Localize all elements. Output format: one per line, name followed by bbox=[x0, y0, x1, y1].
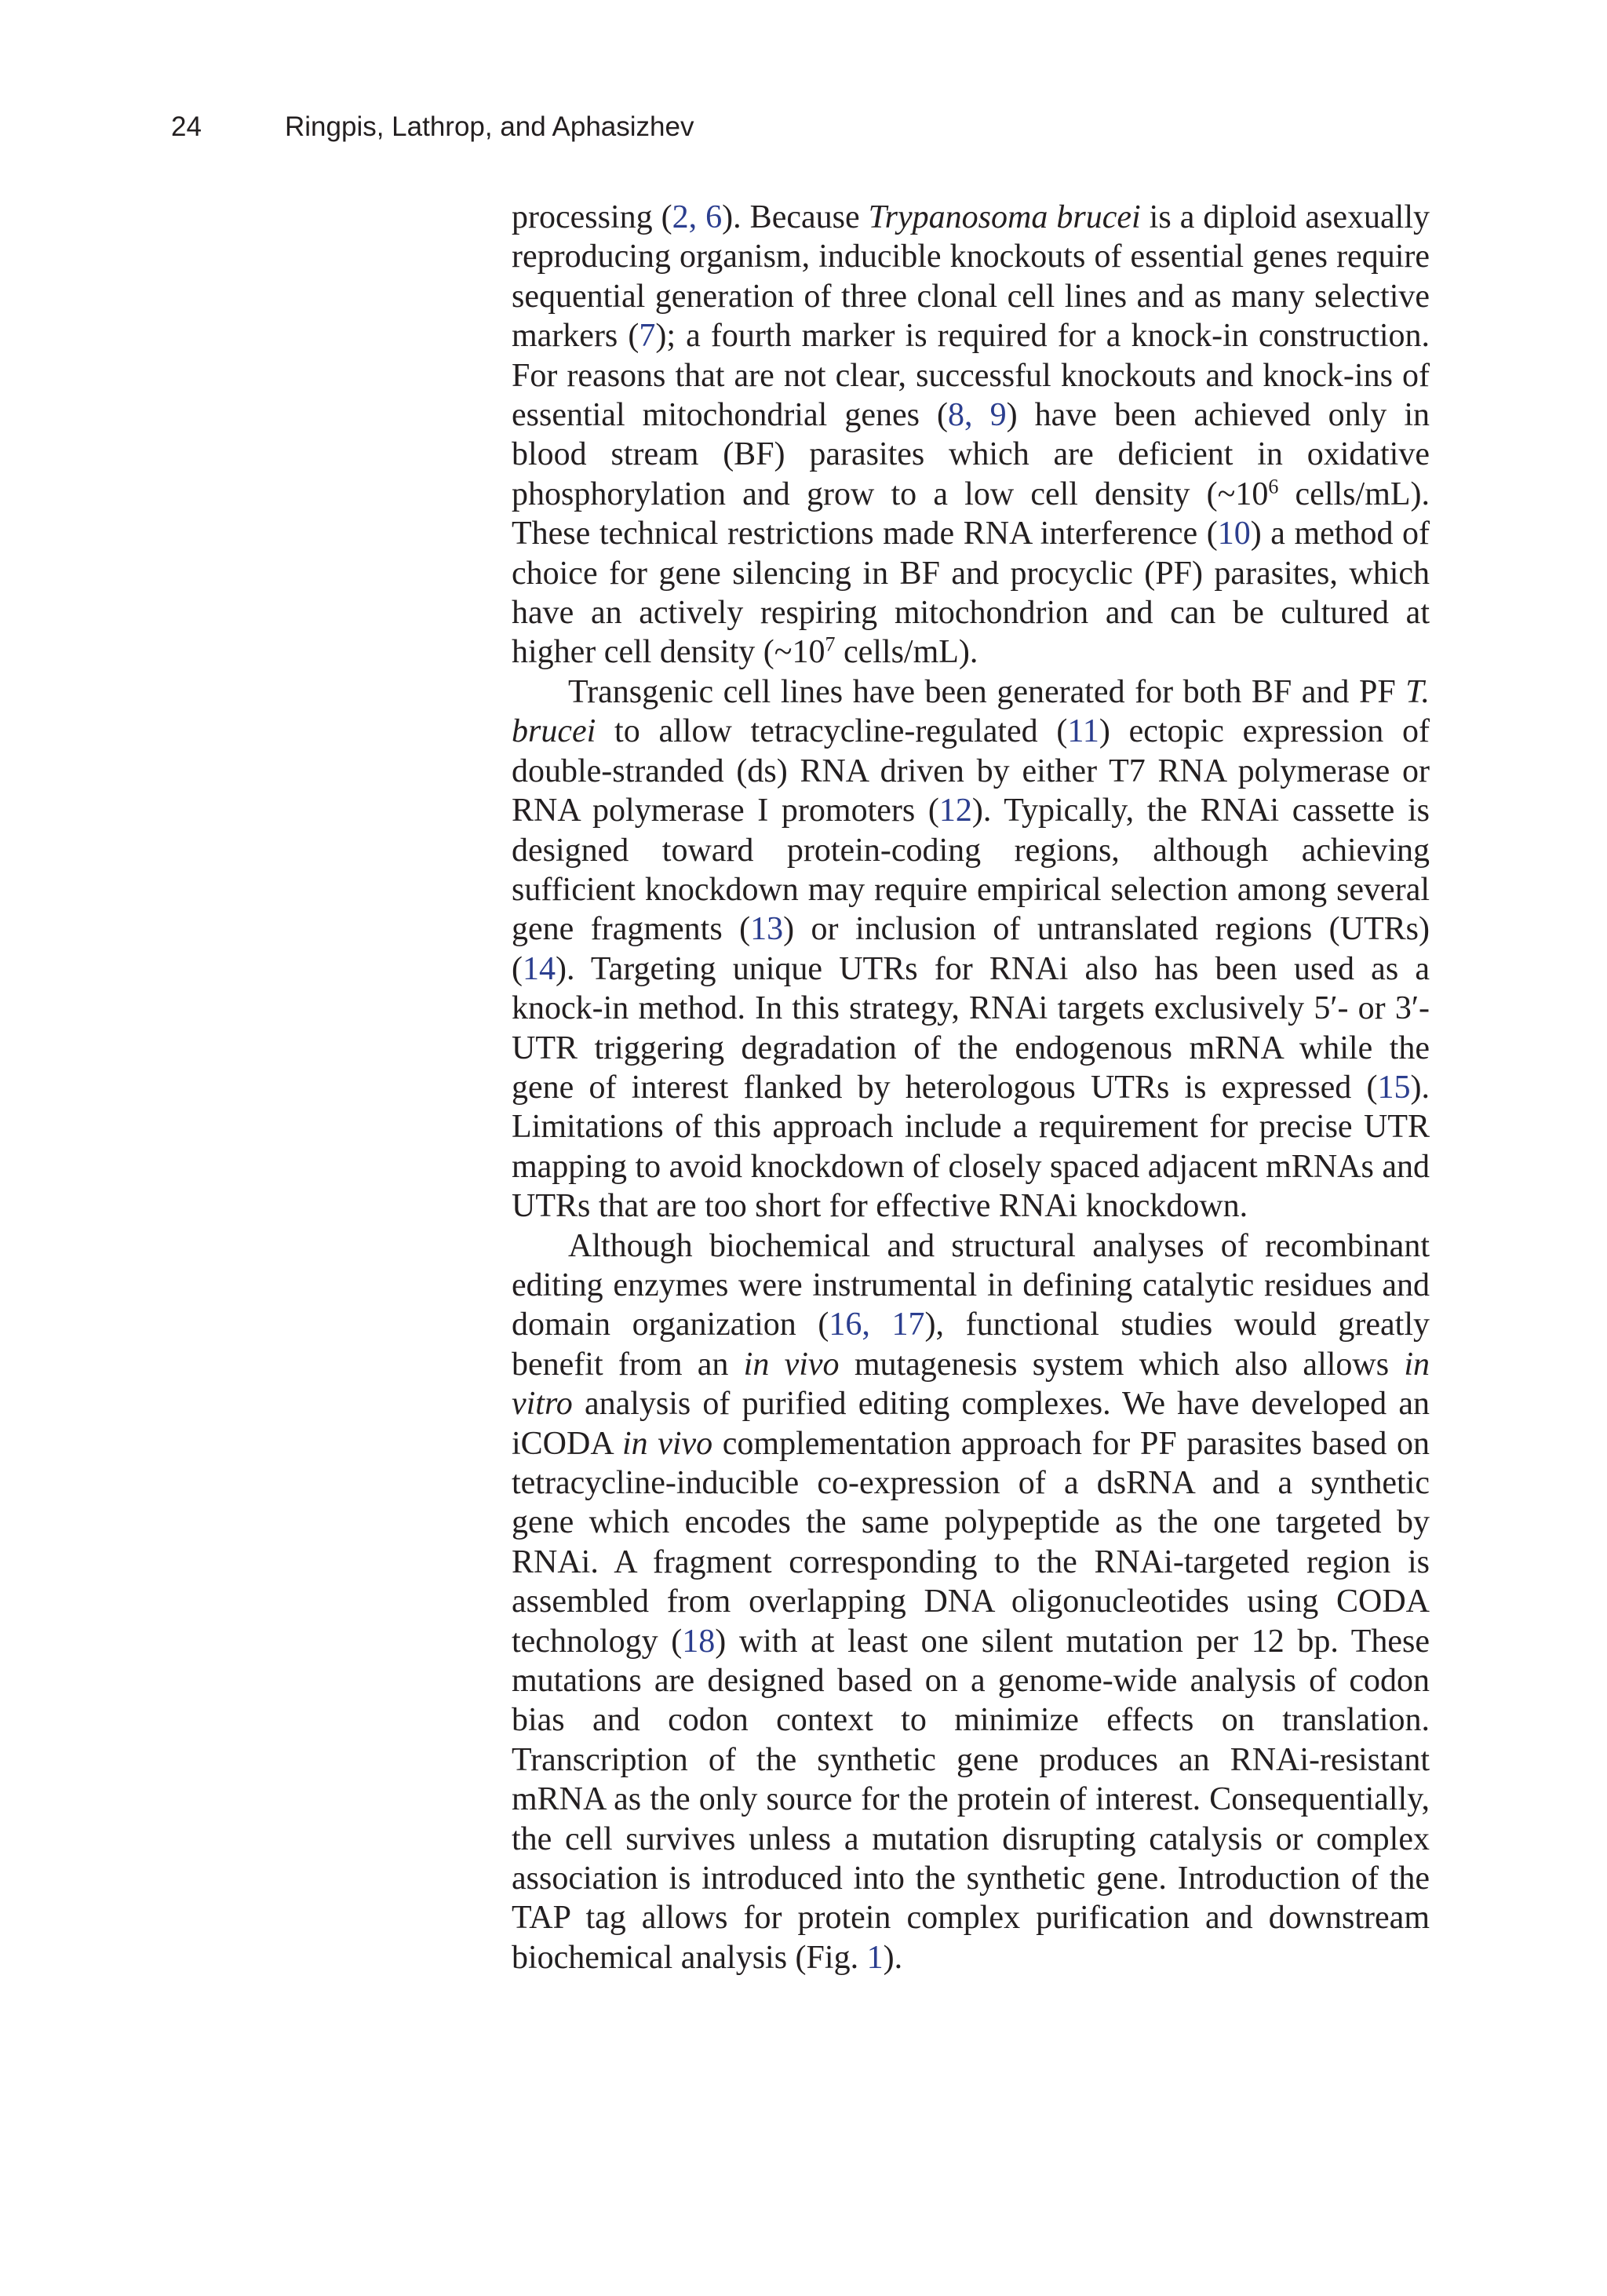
text-run: ) with at least one silent mutation per 12 bp. These mutations are designed based on a genome-wide analysis of codon bias and codon context to minimize effects on translation. Transcription of the synthetic gene produces an RNAi-resistant mRNA as the only source for the protein of interest. Consequentially, the cell survives unless a mutation disrupting catalysis or complex association is introduced into the synthetic gene. Introduction of the TAP tag allows for protein complex purification and downstream biochemical analysis (Fig. bbox=[512, 1623, 1430, 1976]
citation-ref[interactable]: 13 bbox=[750, 911, 784, 948]
text-run: cells/mL). These technical restrictions made RNA interference ( bbox=[512, 476, 1430, 552]
text-run: complementation approach for PF parasites based on tetracycline-inducible co-expression of a dsRNA and a synthetic gene which encodes the same polypeptide as the one targeted by RNAi. A fragment corresponding to the RNAi-targeted region is assembled from overlapping DNA oligonucleotides using CODA technology ( bbox=[512, 1425, 1430, 1660]
text-run: processing ( bbox=[512, 199, 672, 235]
italic-term: in vivo bbox=[621, 1425, 713, 1462]
paragraph-1 bbox=[512, 198, 1430, 672]
citation-ref[interactable]: 12 bbox=[938, 793, 972, 829]
text-run: ). Targeting unique UTRs for RNAi also has been used as a knock-in method. In this strategy, RNAi targets exclusively 5′- or 3′-UTR triggering degradation of the endogenous mRNA while the gene of interest flanked by heterologous UTRs is expressed ( bbox=[512, 950, 1430, 1106]
text-run: ); a fourth marker is required for a knock-in construction. For reasons that are not clear, successful knockouts and knock-ins of essential mitochondrial genes ( bbox=[512, 318, 1430, 434]
text-run: analysis of purified editing complexes. We have developed an iCODA bbox=[512, 1386, 1430, 1462]
text-run: ) a method of choice for gene silencing in BF and procyclic (PF) parasites, which have an actively respiring mitochondrion and can be cultured at higher cell density (~10 bbox=[512, 516, 1430, 671]
text-run: ). Because bbox=[722, 199, 869, 235]
text-run: ) have been achieved only in blood stream (BF) parasites which are deficient in oxidative phosphorylation and grow to a low cell density (~10 bbox=[512, 397, 1430, 512]
citation-ref[interactable]: 10 bbox=[1217, 516, 1251, 552]
citation-ref[interactable]: 11 bbox=[1067, 713, 1099, 750]
paragraph-2 bbox=[512, 672, 1430, 1226]
superscript: 7 bbox=[825, 633, 836, 657]
body-text bbox=[512, 198, 1430, 1977]
citation-ref[interactable]: 1 bbox=[866, 1939, 884, 1976]
citation-ref[interactable]: 16, 17 bbox=[829, 1307, 925, 1343]
text-run: ) or inclusion of untranslated regions (UTRs) ( bbox=[512, 911, 1430, 987]
italic-term: T. brucei bbox=[512, 673, 1430, 750]
text-run: ) ectopic expression of double-stranded (ds) RNA driven by either T7 RNA polymerase or RNA polymerase I promoters ( bbox=[512, 713, 1430, 829]
text-run: cells/mL). bbox=[835, 634, 978, 671]
italic-term: in vitro bbox=[512, 1346, 1430, 1423]
italic-term: in vivo bbox=[743, 1346, 840, 1383]
italic-term: Trypanosoma brucei bbox=[868, 199, 1141, 235]
citation-ref[interactable]: 2, 6 bbox=[672, 199, 723, 235]
running-head-authors: Ringpis, Lathrop, and Aphasizhev bbox=[285, 111, 694, 142]
text-run: Transgenic cell lines have been generated for both BF and PF bbox=[568, 673, 1406, 710]
superscript: 6 bbox=[1268, 475, 1279, 498]
running-head bbox=[171, 111, 694, 143]
page-number: 24 bbox=[171, 111, 202, 142]
citation-ref[interactable]: 8, 9 bbox=[948, 397, 1007, 434]
text-run: mutagenesis system which also allows bbox=[839, 1346, 1405, 1383]
citation-ref[interactable]: 15 bbox=[1377, 1069, 1411, 1106]
citation-ref[interactable]: 14 bbox=[523, 950, 556, 987]
citation-ref[interactable]: 18 bbox=[682, 1623, 716, 1660]
text-run: ). Typically, the RNAi cassette is designed toward protein-coding regions, although achieving sufficient knockdown may require empirical selection among several gene fragments ( bbox=[512, 793, 1430, 948]
text-run: ). bbox=[883, 1939, 903, 1976]
text-run: Although biochemical and structural analyses of recombinant editing enzymes were instrumental in defining catalytic residues and domain organization ( bbox=[512, 1227, 1430, 1343]
text-run: to allow tetracycline-regulated ( bbox=[596, 713, 1068, 750]
citation-ref[interactable]: 7 bbox=[639, 318, 656, 355]
text-run: ), functional studies would greatly benefit from an bbox=[512, 1307, 1430, 1383]
text-run: ). Limitations of this approach include a requirement for precise UTR mapping to avoid knockdown of closely spaced adjacent mRNAs and UTRs that are too short for effective RNAi knockdown. bbox=[512, 1069, 1430, 1225]
paragraph-3 bbox=[512, 1226, 1430, 1978]
text-run: is a diploid asexually reproducing organism, inducible knockouts of essential genes require sequential generation of three clonal cell lines and as many selective markers ( bbox=[512, 199, 1430, 355]
